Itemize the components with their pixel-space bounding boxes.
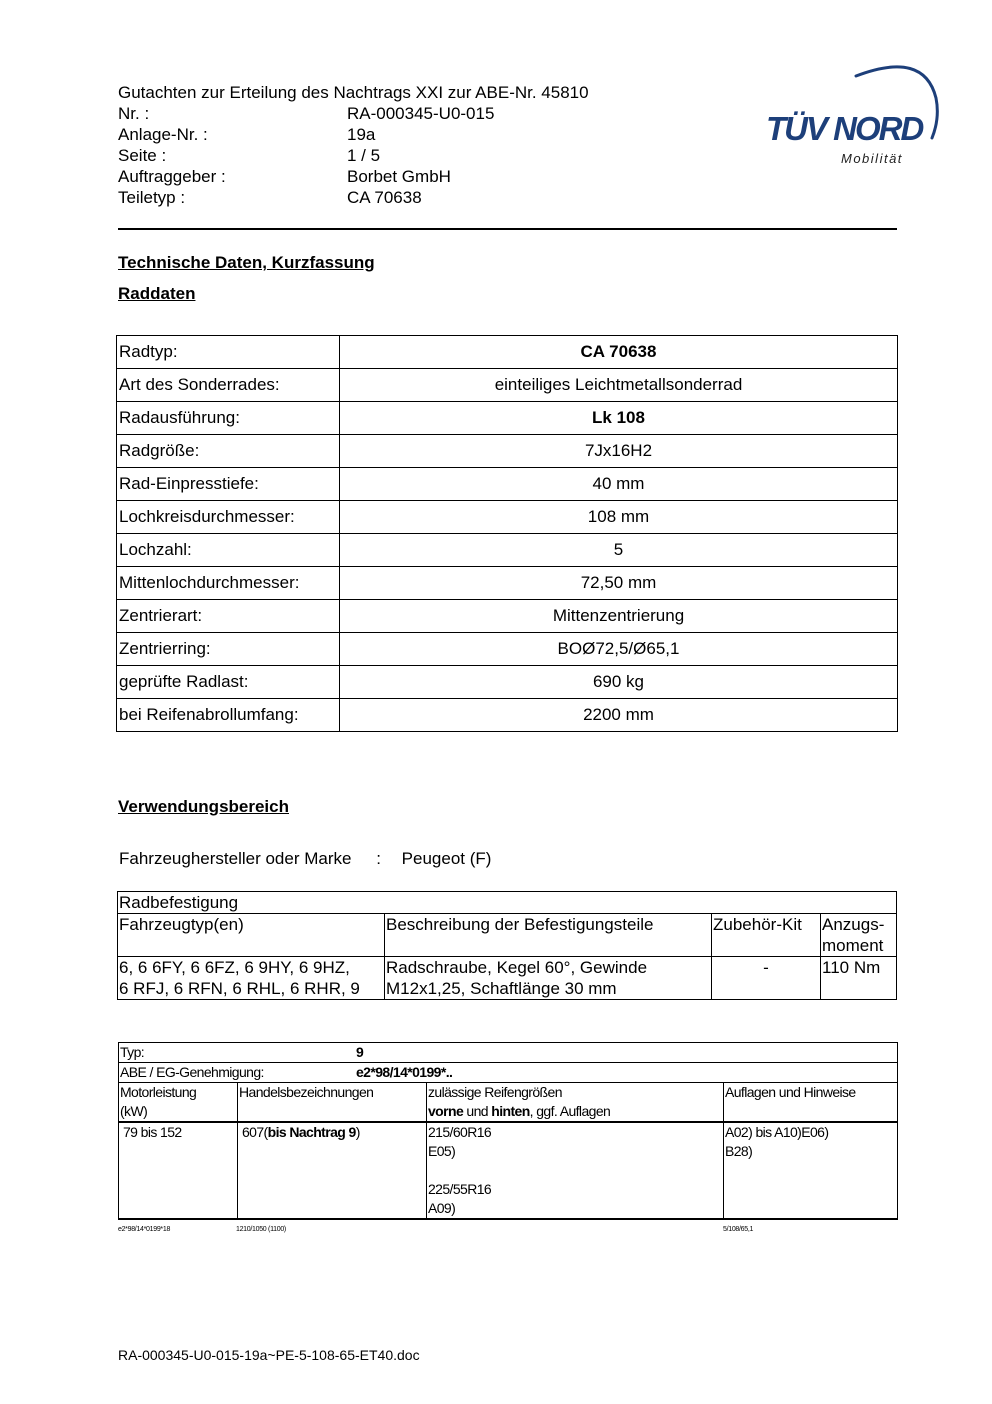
header-row-teiletyp: Teiletyp : CA 70638 [118,188,422,207]
header-row-seite: Seite : 1 / 5 [118,146,381,165]
table-row: Radtyp: CA 70638 [117,336,898,369]
tuev-nord-logo [764,58,944,173]
footnote-right: 5/108/65,1 [723,1226,754,1233]
typ-table [118,1042,898,1220]
manufacturer-line: Fahrzeughersteller oder Marke : Peugeot (F) [119,849,492,868]
header-row-anlage: Anlage-Nr. : 19a [118,125,376,144]
table-row: ABE / EG-Genehmigung: e2*98/14*0199*.. [119,1063,898,1083]
header-row-auftraggeber: Auftraggeber : Borbet GmbH [118,167,451,186]
header-row-nr: Nr. : RA-000345-U0-015 [118,104,495,123]
section-title-verwendung: Verwendungsbereich [118,797,289,816]
footnote-left: e2*98/14*0199*18 [118,1226,171,1233]
footnote-mid: 1210/1050 (1100) [236,1226,286,1233]
table-row: Radbefestigung [118,892,897,914]
document-header [118,82,589,208]
table-row: Lochkreisdurchmesser: 108 mm [117,501,898,534]
document-filename: RA-000345-U0-015-19a~PE-5-108-65-ET40.doc [118,1347,420,1363]
table-row: geprüfte Radlast: 690 kg [117,666,898,699]
table-row: Radausführung: Lk 108 [117,402,898,435]
table-row: Radgröße: 7Jx16H2 [117,435,898,468]
table-row: 79 bis 152 607(bis Nachtrag 9) 215/60R16 E05) 225/55R16 A09) A02) bis A10)E06) B28) [119,1122,898,1219]
table-row: Zentrierring: BOØ72,5/Ø65,1 [117,633,898,666]
table-row: bei Reifenabrollumfang: 2200 mm [117,699,898,732]
logo-brand: TÜV NORD [766,110,923,147]
table-row: 6, 6 6FY, 6 6FZ, 6 9HY, 6 9HZ, 6 RFJ, 6 RFN, 6 RHL, 6 RHR, 9 Radschraube, Kegel 60°, Gewinde M12x1,25, Schaftlänge 30 mm - 110 Nm [118,957,897,1000]
raddaten-table [116,335,898,732]
document-title: Gutachten zur Erteilung des Nachtrags XXI zur ABE-Nr. 45810 [118,83,589,102]
table-row: Lochzahl: 5 [117,534,898,567]
radbefestigung-table [117,891,897,1000]
table-row: Motorleistung (kW) Handelsbezeichnungen zulässige Reifengrößen vorne und hinten, ggf. Auflagen Auflagen und Hinweise [119,1083,898,1123]
header-divider [118,228,897,230]
table-row: Rad-Einpresstiefe: 40 mm [117,468,898,501]
table-row: Zentrierart: Mittenzentrierung [117,600,898,633]
table-row: Typ: 9 [119,1043,898,1063]
section-title-tech: Technische Daten, Kurzfassung [118,253,375,272]
logo-subtitle: Mobilität [841,151,903,166]
table-row: Fahrzeugtyp(en) Beschreibung der Befestigungsteile Zubehör-Kit Anzugs- moment [118,914,897,957]
section-title-raddaten: Raddaten [118,284,196,303]
table-row: Mittenlochdurchmesser: 72,50 mm [117,567,898,600]
table-row: Art des Sonderrades: einteiliges Leichtmetallsonderrad [117,369,898,402]
